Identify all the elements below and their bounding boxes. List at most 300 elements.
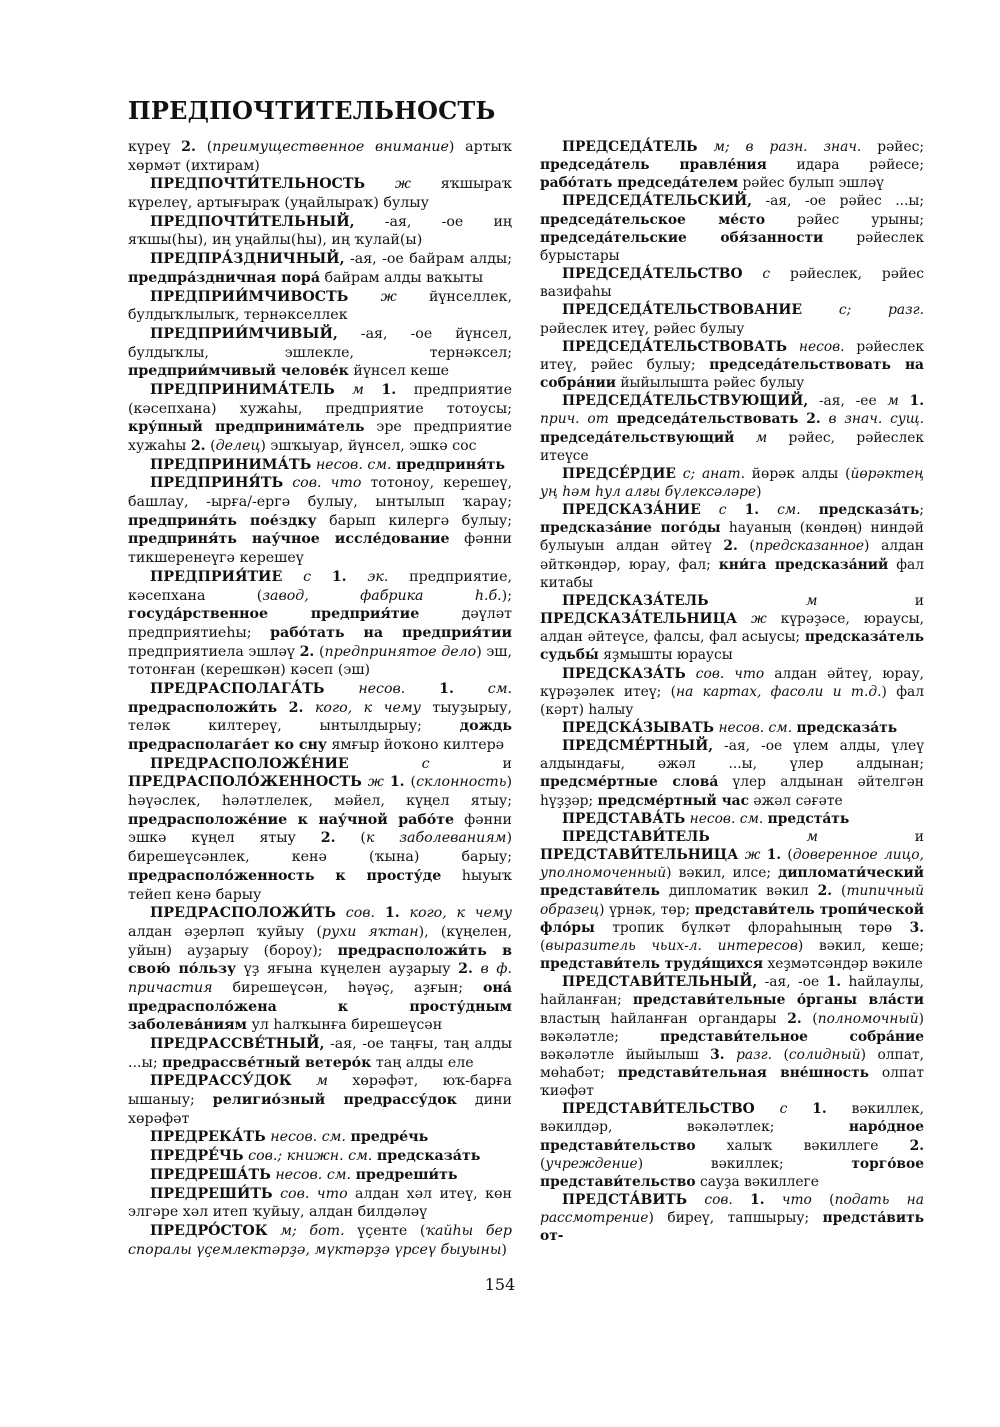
example-phrase: рабо́тать на предприя́тии [270,624,512,641]
grammar-note: несов. см. [315,456,392,473]
grammar-note: склонность [416,774,507,791]
grammar-note: солидный [788,1046,861,1063]
definition-text: сауҙа вәкиллеге [695,1173,819,1190]
dictionary-entry [128,175,512,212]
dictionary-entry [128,474,512,567]
example-phrase: госуда́рственное предприя́тие [128,606,420,623]
grammar-note: ж [367,774,384,791]
definition-text [765,1192,782,1208]
example-phrase: дождь предрасполага́ет ко сну [128,718,512,753]
example-phrase: религио́зный предрассу́док [212,1092,457,1109]
dictionary-entry [540,828,924,973]
example-phrase: представи́тельное собра́ние [660,1028,925,1045]
grammar-note: к заболеваниям [365,830,507,847]
dictionary-entry [540,665,924,719]
definition-text [698,139,714,155]
example-phrase: предреши́ть [355,1166,458,1183]
definition-text: ) олпат, мөһабәт; [540,1046,924,1081]
definition-text: предприятие, кәсепхана ( [128,568,512,604]
grammar-note: предпринятое дело [324,643,477,660]
grammar-note: ҡайһы бер споралы үҫемлектәрҙә, мүктәрҙә үрсеү быуыны [128,1222,512,1258]
example-phrase: 2. [288,699,304,716]
definition-text: олпат ҡиәфәт [540,1064,924,1100]
definition-text: рәйес урыны; [765,211,924,228]
definition-text: ) биреү, тапшырыу; [648,1210,823,1227]
definition-text: үҙ яғына күңелен ауҙарыу [236,961,459,978]
grammar-note: на картах, фасоли и т.д. [675,683,882,700]
example-phrase: 1. [389,774,405,791]
definition-text: ), (күңелен, уйын) ауҙарыу (бороу); [128,923,512,959]
definition-text: рәйес булып эшләү [738,175,884,192]
definition-text: яҙмышты юраусы [598,647,733,664]
example-phrase: 2. [299,643,315,660]
dictionary-entry [540,737,924,810]
grammar-note: с; анат. [682,465,745,482]
definition-text [755,1101,780,1117]
dictionary-entry [128,1147,512,1166]
example-phrase: 2. [806,411,821,428]
definition-text [687,1192,704,1208]
grammar-note: с [421,755,430,772]
definition-text: ( [335,830,366,847]
headword: ПРЕДСЕДА́ТЕЛЬСТВОВАТЬ [562,338,788,355]
example-phrase: предрасположи́ть в свою́ по́льзу [128,942,513,978]
example-phrase: 2. [787,1010,802,1027]
headword: ПРЕДСЕДА́ТЕЛЬ [562,139,698,155]
dictionary-entry [540,265,924,301]
definition-text: ) [756,483,762,500]
dictionary-entry [128,904,512,1035]
definition-text: -ая, -ое үлем алды, үлеү алдындағы, әжәл ...ы, үлер алдынан; [540,738,924,773]
grammar-note: несов. см. [689,810,764,827]
definition-text [311,569,332,585]
example-phrase: 1. [439,680,454,697]
definition-text: ( [404,774,417,791]
headword: ПРЕДСТАВИ́ТЕЛЬНЫЙ, [562,974,758,991]
definition-text: властың һайланған органдары [540,1010,788,1027]
grammar-note: несов. см. [718,720,793,736]
grammar-note: выразитель чьих-л. интересов [545,937,798,954]
definition-text: ( [540,937,546,954]
definition-text: байрам алды ваҡыты [320,269,484,286]
definition-text: рәйеслек итеү, рәйес булыу [540,320,745,337]
headword: ПРЕДРАСПОЛОЖЕ́НИЕ [150,755,349,772]
example-phrase: предприня́ть [396,456,505,473]
definition-text: таң алды еле [371,1054,474,1071]
example-phrase: 2. [817,883,833,900]
grammar-note: сов. что [292,475,362,492]
example-phrase: предрасполо́женность к просту́де [128,867,442,884]
headword: ПРЕДРАССВЕ́ТНЫЙ, [150,1036,325,1052]
example-phrase: 1. [381,381,397,398]
definition-text: рәйес; [861,139,925,155]
grammar-note: м; бот. [280,1222,345,1239]
definition-text [282,569,303,585]
example-phrase: предрассве́тный ветеро́к [162,1054,372,1071]
dictionary-entry [540,338,924,392]
definition-text: и [818,828,924,845]
definition-text: -ая, -ое [757,974,827,991]
grammar-note: с [718,502,727,519]
example-phrase: предсказа́тель судьбы́ [540,629,924,664]
definition-text: ( [811,1192,835,1209]
dictionary-entry [540,192,924,265]
definition-text [759,502,777,518]
definition-text: ) вәкил, илсе; [666,865,779,882]
definition-text: вәкиллек, вәкилдәр, вәкәләтлек; [540,1101,925,1136]
headword: ПРЕДПРА́ЗДНИЧНЫЙ, [150,251,345,268]
definition-text: әжәл сәғәте [749,792,843,809]
definition-text [802,302,839,318]
grammar-note: кого, к чему [409,905,513,922]
definition-text: -ая, -ое байрам алды; [344,251,512,268]
example-phrase: 1. [331,568,347,585]
headword: ПРЕДРАСПОЛОЖИ́ТЬ [150,905,336,922]
definition-text: ( [205,438,216,454]
dictionary-entry [128,288,512,325]
headword: ПРЕДРЕКА́ТЬ [150,1129,266,1146]
definition-text: ( [737,538,755,555]
example-phrase: председа́тельствовать на собра́нии [540,356,924,392]
example-phrase: предприи́мчивый челове́к [128,363,349,380]
definition-text: алдан әйтеү, юрау, күрәҙәлек итеү; ( [540,665,925,700]
definition-text: предприятие (кәсепхана) хужаһы, предприятие тотоусы; [128,381,513,417]
example-phrase: 3. [710,1046,725,1063]
grammar-note: с; разг. [838,302,925,319]
grammar-note: преимущественное внимание [212,139,449,155]
grammar-note: ж [744,847,761,864]
headword: ПРЕДСКАЗА́ТЕЛЬ [562,592,709,609]
definition-text [701,502,719,518]
grammar-note: несов. см. [270,1129,346,1146]
definition-text [801,502,819,518]
definition-text: рәйеслек бурыстары [540,229,924,264]
definition-text [787,1101,812,1117]
grammar-note: см. [487,680,512,697]
definition-text [268,1223,281,1239]
example-phrase: 3. [909,919,924,936]
grammar-note: несов. [358,680,406,697]
headword: ПРЕДПРИНИМА́ТЕЛЬ [150,381,335,398]
headword: ПРЕДПРИИ́МЧИВЫЙ, [150,325,338,342]
grammar-note: м [755,429,768,446]
dictionary-entry [128,680,512,755]
headword: ПРЕДСЕ́РДИЕ [562,465,676,482]
dictionary-entry [540,1100,924,1191]
headword: ПРЕДРАССУ́ДОК [150,1073,292,1090]
definition-text [277,700,289,716]
headword: ПРЕДРО́СТОК [150,1222,268,1239]
definition-text: ( [832,883,847,900]
grammar-note: м; в разн. знач. [713,139,862,155]
headword: ПРЕДРАСПОЛАГА́ТЬ [150,680,325,697]
example-phrase: предре́чь [350,1129,429,1146]
definition-text: йөрәк алды ( [744,465,851,482]
headword: ПРЕДСКАЗА́НИЕ [562,502,701,519]
definition-text: һауаның (көндөң) ниндәй булыуын алдан әйтеү [540,520,924,555]
definition-text: халыҡ вәкиллеге [695,1137,910,1154]
definition-text: күреү [128,139,182,155]
grammar-note: в ф. причастия [128,961,512,996]
headword: ПРЕДСЕДА́ТЕЛЬСТВУЮЩИЙ, [562,393,809,410]
grammar-note: предсказанное [754,538,865,555]
grammar-note: подать на рассмотрение [540,1192,924,1227]
definition-text [348,289,380,305]
left-column [128,138,512,1259]
dictionary-entry [540,301,924,337]
definition-text [473,961,481,977]
dictionary-entry [540,1191,924,1245]
headword: ПРЕДПРИЯ́ТИЕ [150,568,283,585]
definition-text: ) артыҡ хөрмәт (ихтирам) [128,139,513,174]
dictionary-entry [128,456,512,475]
grammar-note: с [779,1101,788,1118]
definition-text: предприятиела эшләү [128,643,300,660]
page-header: ПРЕДПОЧТИТЕЛЬНОСТЬ [128,96,496,125]
definition-text [336,905,346,921]
headword: ПРЕДСТАВИ́ТЕЛЬ [562,828,710,845]
example-phrase: предста́ть [767,810,850,827]
example-phrase: 1. [750,1192,765,1209]
definition-text [709,593,806,609]
headword: ПРЕДРЕШИ́ТЬ [150,1185,273,1202]
definition-text: ) вәкиллек; [637,1155,852,1172]
grammar-note: разг. [736,1046,773,1063]
dictionary-entry [540,592,924,665]
example-phrase: предпра́здничная пора́ [128,269,321,286]
definition-text: дини хөрәфәт [128,1092,512,1127]
definition-text: күрәҙәсе, юраусы, алдан әйтеүсе, фалсы, фал асыусы; [540,611,924,646]
definition-text: йыйылышта рәйес булыу [615,375,805,392]
definition-text [324,681,358,697]
definition-text [899,393,910,409]
headword: ПРЕДРЕ́ЧЬ [150,1148,244,1165]
grammar-note: с [762,266,771,283]
grammar-note: см. [777,502,801,519]
grammar-note: ж [380,288,397,305]
example-phrase: председа́тельствовать [616,411,799,428]
definition-text: фал китабы [540,556,924,591]
example-phrase: председа́тельствующий [540,429,735,446]
grammar-note: сов.; книжн. см. [248,1148,373,1165]
definition-text: ) вәкил, кеше; [797,937,924,954]
example-phrase: представи́тель тропи́ческой фло́ры [540,901,924,936]
definition-text: ) һәүәслек, һәләтлелек, мәйел, күңел ятыу; [128,774,512,810]
grammar-note: доверенное лицо, уполномоченный [540,847,924,882]
grammar-note: сов. [345,905,376,922]
definition-text [273,1186,280,1202]
definition-text: һыуыҡ тейеп кенә барыу [128,867,512,903]
example-phrase: представи́тельная вне́шность [617,1064,870,1081]
definition-text: йүнселлек, булдыҡлылыҡ, тернәкселлек [128,288,513,324]
definition-text: ); [501,587,512,604]
definition-text: ( [195,139,213,155]
example-phrase: представи́тель трудя́щихся [540,956,764,973]
grammar-note: сов. что [280,1185,348,1202]
example-phrase: 1. [766,847,782,864]
dictionary-entry [128,325,512,381]
grammar-note: ж [751,611,767,628]
headword: ПРЕДСМЕ́РТНЫЙ, [562,738,714,755]
example-phrase: 2. [190,438,206,454]
definition-text: фәнни тикшеренеүгә керешеү [128,531,512,567]
definition-text: -ая, -ое иң яҡшы(һы), иң уңайлы(һы), иң ҡулай(ы) [128,213,512,249]
definition-text [283,475,292,491]
grammar-note: с [303,568,312,585]
definition-text: тропик бүлкәт флораһының төрө [594,919,910,936]
example-phrase: наро́дное представи́тельство [540,1119,924,1154]
definition-text: вәкәләтле йыйылыш [540,1046,711,1063]
definition-text [375,905,385,921]
definition-text [400,905,410,921]
definition-text: фәнни эшкә күңел ятыу [128,811,512,847]
definition-text: ( [781,847,793,864]
definition-text: үҫенте ( [344,1222,426,1239]
example-phrase: кру́пный предпринима́тель [128,419,365,436]
headword: ПРЕДСЕДА́ТЕЛЬСКИЙ, [562,193,752,210]
dictionary-entry [128,1035,512,1072]
example-phrase: кни́га предсказа́ний [718,556,889,573]
definition-text: хеҙмәтсәндәр вәкиле [763,956,923,973]
definition-text: -ая, -ое рәйес ...ы; [751,193,924,210]
definition-text: бирешеүсән, һәүәҫ, аҙғын; [212,979,483,996]
headword: ПРЕДПОЧТИ́ТЕЛЬНЫЙ, [150,213,355,230]
dictionary-entry [128,568,512,680]
headword: ПРЕДПРИНЯ́ТЬ [150,475,284,492]
headword: ПРЕДСЕДА́ТЕЛЬСТВОВАНИЕ [562,302,802,319]
example-phrase: представи́тельные о́рганы вла́сти [632,992,924,1009]
dictionary-entry [128,1222,512,1259]
definition-text [365,176,395,192]
example-phrase: 1. [826,974,842,991]
grammar-note: учреждение [545,1155,638,1172]
definition-text [743,266,763,282]
grammar-note: полномочный [817,1010,919,1027]
grammar-note: м [805,592,818,609]
definition-text: эре предприятие хужаһы [128,419,512,454]
definition-text: алдан хәл итеү, көн элгәре хәл итеп ҡуйыу, алдан билдәләү [128,1185,512,1221]
headword: ПРЕДСТАВИ́ТЕЛЬНИЦА [540,847,739,864]
grammar-note: рухи яҡтан [321,923,419,940]
dictionary-entry [128,1128,512,1147]
definition-text [609,411,617,427]
definition-text: барып килергә булыу; [316,512,512,529]
definition-text: -ая, -ее [808,393,888,410]
definition-text [454,681,488,697]
definition-text: йүнсел кеше [348,363,450,380]
dictionary-entry [128,1072,512,1128]
example-phrase: 2. [320,830,336,847]
definition-text: ) [501,1241,507,1258]
dictionary-entry [128,138,512,175]
dictionary-entry [540,392,924,465]
grammar-note: м [316,1073,328,1090]
example-phrase: дипломати́ческий представи́тель [540,865,924,900]
example-phrase: 2. [458,961,473,978]
grammar-note: завод, фабрика һ.б. [262,587,502,604]
example-phrase: предста́вить от- [540,1210,924,1245]
dictionary-entry [128,1185,512,1222]
dictionary-entry [128,1166,512,1185]
definition-text: и [429,755,513,772]
dictionary-entry [540,465,924,501]
definition-text: идара рәйесе; [766,157,924,174]
grammar-note: прич. от [540,411,609,428]
definition-text: ( [540,1155,546,1172]
definition-text [405,681,439,697]
example-phrase: она́ предрасполо́жена к просту́дным заболева́ниям [128,979,512,1034]
example-phrase: предрасположи́ть [128,699,278,716]
example-phrase: предсказа́ть [818,502,920,519]
definition-text [292,1073,316,1089]
example-phrase: председа́тельские обя́занности [540,229,824,246]
definition-text: рәйеслек итеү, рәйес булыу; [540,338,924,373]
grammar-note: в знач. сущ. [828,411,924,428]
definition-text: ) алдан әйткәндәр, юрау, фал; [540,538,924,573]
example-phrase: 2. [181,139,196,155]
dictionary-entry [540,810,924,828]
example-phrase: 1. [909,393,924,410]
definition-text: ( [314,643,325,660]
example-phrase: 2. [723,538,738,555]
grammar-note: сов. [704,1192,733,1209]
example-phrase: предприня́ть нау́чное иссле́дование [128,531,450,548]
definition-text: тыуҙырыу, теләк килтереү, ынтылдырыу; [128,699,512,735]
definition-text: -ая, -ое таңғы, таң алды ...ы; [128,1036,512,1071]
definition-text [347,569,368,585]
headword: ПРЕДСКАЗА́ТЕЛЬНИЦА [540,611,738,628]
definition-text: һайлаулы, һайланған; [540,974,924,1009]
grammar-note: типичный образец [540,883,924,918]
headword: ПРЕДРЕША́ТЬ [150,1166,271,1183]
right-column [540,138,924,1246]
grammar-note: несов. см. [275,1166,352,1183]
example-phrase: 2. [909,1137,924,1154]
headword: ПРЕДСКАЗА́ТЬ [562,665,686,682]
definition-text: үлер алдынан әйтелгән һүҙҙәр; [540,774,924,809]
definition-text [710,829,807,845]
dictionary-entry [540,138,924,192]
example-phrase: предрасположе́ние к нау́чной рабо́те [128,811,455,828]
example-phrase: 1. [744,502,759,519]
definition-text [303,700,315,716]
dictionary-entry [128,381,512,456]
definition-text [676,466,683,482]
dictionary-entry [540,973,924,1100]
definition-text: и [817,592,924,609]
grammar-note: м [352,381,364,398]
dictionary-entry [540,719,924,737]
example-phrase: предсказа́ние пого́ды [540,520,721,537]
definition-text: дипломатик вәкил [659,883,818,900]
example-phrase: 1. [384,905,400,922]
definition-text [686,666,696,682]
definition-text [733,1192,750,1208]
definition-text: ; [919,502,925,519]
definition-text [821,411,829,427]
definition-text: ) бирешеүсәнлек, кенә (ҡына) барыу; [128,830,512,866]
example-phrase: предсме́ртный час [597,792,750,809]
headword: ПРЕДСТАВА́ТЬ [562,810,686,827]
example-phrase: 1. [812,1101,827,1118]
grammar-note: ж [394,176,411,193]
definition-text: рәйеслек, рәйес вазифаһы [540,266,924,301]
example-phrase: предсказа́ть [796,720,898,736]
definition-text [787,339,799,355]
definition-text: ) вәкәләтле; [540,1010,924,1045]
definition-text: ( [772,1046,789,1063]
grammar-note: эк. [367,568,389,585]
